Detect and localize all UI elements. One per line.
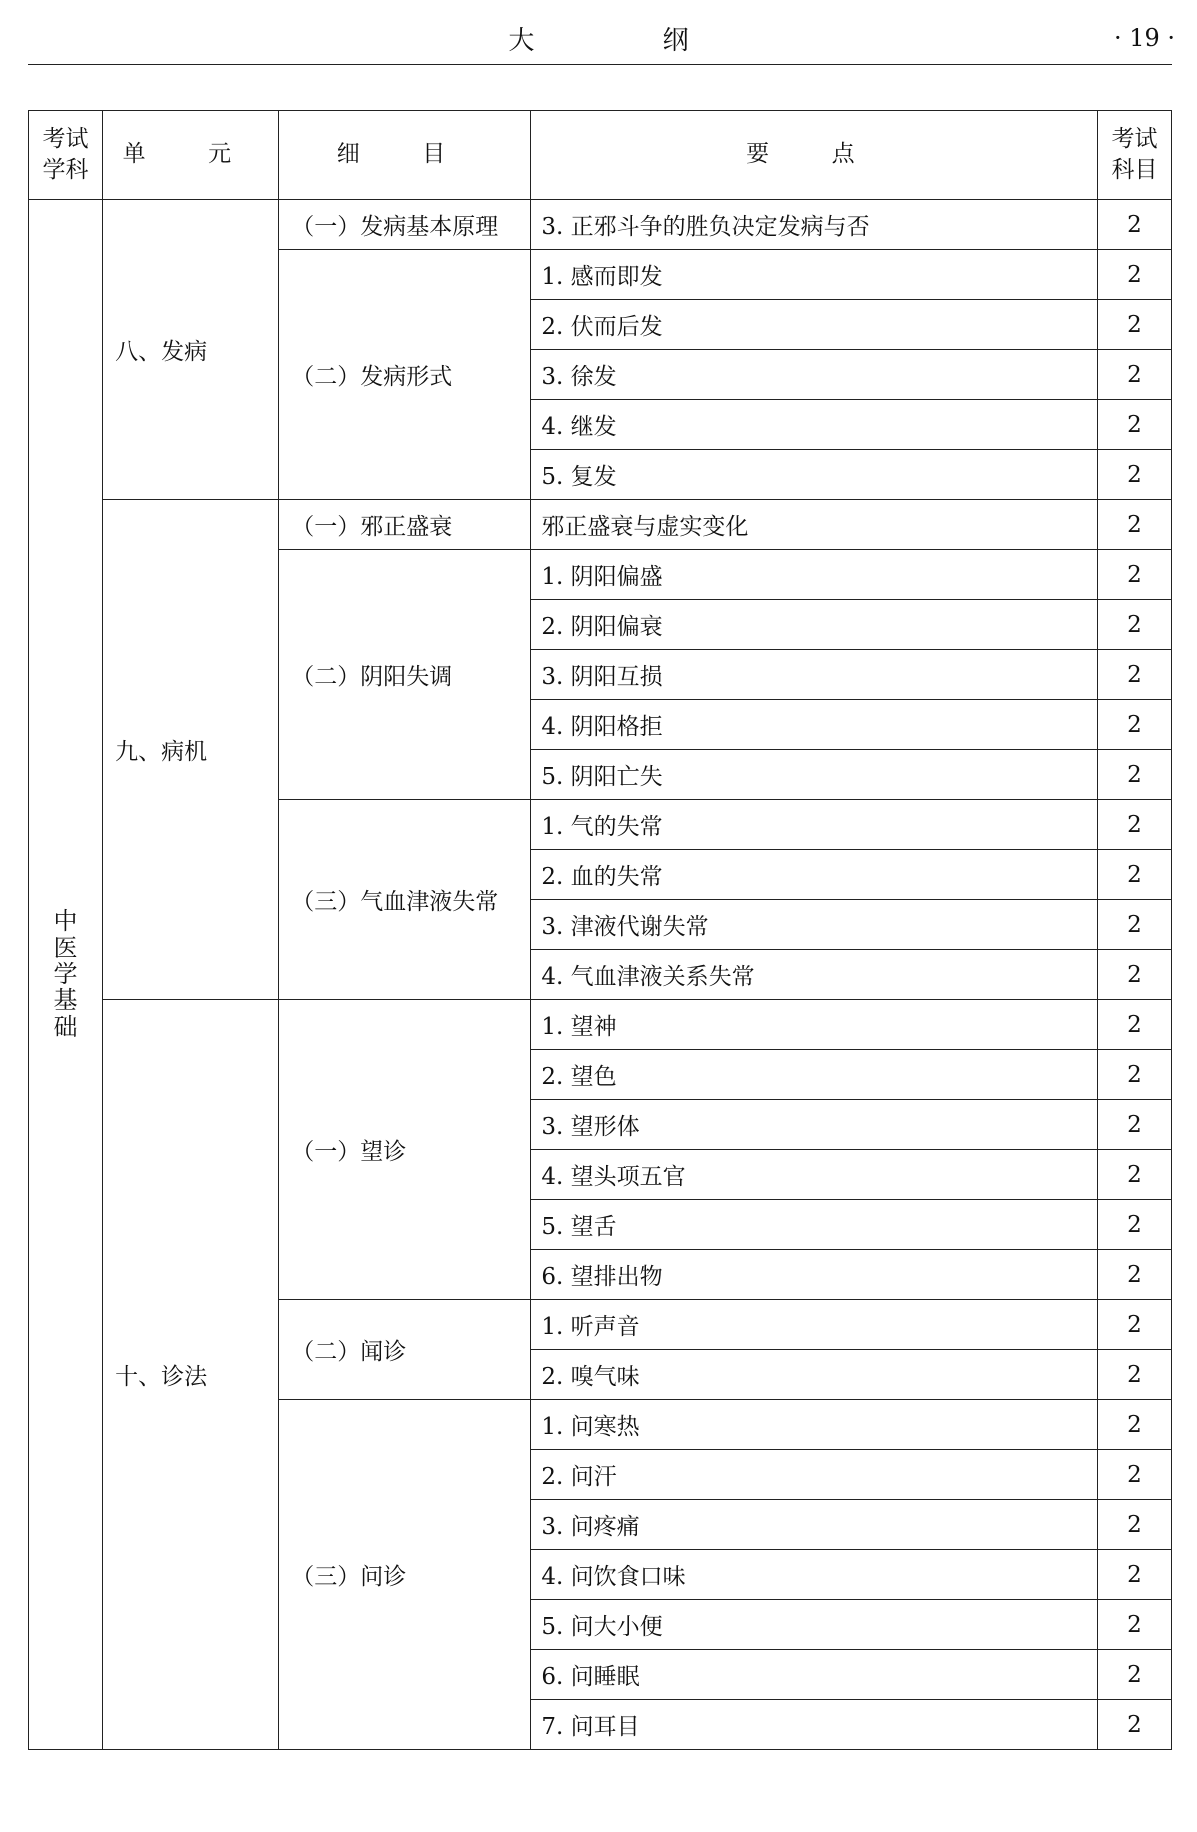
syllabus-table [28,110,1172,1750]
count-cell: 2 [1097,1650,1171,1700]
count-cell: 2 [1097,1250,1171,1300]
count-cell: 2 [1097,1000,1171,1050]
count-cell: 2 [1097,1300,1171,1350]
point-cell: 4. 阴阳格拒 [531,700,1097,750]
count-cell: 2 [1097,1150,1171,1200]
count-cell: 2 [1097,950,1171,1000]
column-header-unit: 单 元 [103,111,279,200]
point-cell: 2. 望色 [531,1050,1097,1100]
count-cell: 2 [1097,500,1171,550]
point-cell: 1. 感而即发 [531,250,1097,300]
point-cell: 3. 阴阳互损 [531,650,1097,700]
point-cell: 1. 气的失常 [531,800,1097,850]
count-cell: 2 [1097,1700,1171,1750]
point-cell: 3. 徐发 [531,350,1097,400]
count-cell: 2 [1097,800,1171,850]
count-cell: 2 [1097,900,1171,950]
count-cell: 2 [1097,700,1171,750]
count-cell: 2 [1097,1400,1171,1450]
point-cell: 5. 问大小便 [531,1600,1097,1650]
unit-cell: 九、病机 [103,500,279,1000]
point-cell: 1. 望神 [531,1000,1097,1050]
table-row [29,200,1172,250]
detail-cell: （一）发病基本原理 [279,200,531,250]
point-cell: 4. 问饮食口味 [531,1550,1097,1600]
count-cell: 2 [1097,300,1171,350]
count-cell: 2 [1097,400,1171,450]
point-cell: 4. 继发 [531,400,1097,450]
point-cell: 7. 问耳目 [531,1700,1097,1750]
unit-cell: 八、发病 [103,200,279,500]
table-row [29,500,1172,550]
subject-cell [29,200,103,1750]
point-cell: 6. 问睡眠 [531,1650,1097,1700]
point-cell: 3. 津液代谢失常 [531,900,1097,950]
table-row [29,1000,1172,1050]
column-header-count: 考试 科目 [1097,111,1171,200]
count-cell: 2 [1097,1200,1171,1250]
count-cell: 2 [1097,350,1171,400]
page-header-title: 大 纲 [508,26,749,56]
point-cell: 邪正盛衰与虚实变化 [531,500,1097,550]
detail-cell: （三）气血津液失常 [279,800,531,1000]
detail-cell: （一）邪正盛衰 [279,500,531,550]
count-cell: 2 [1097,550,1171,600]
point-cell: 1. 听声音 [531,1300,1097,1350]
page-number: · 19 · [1113,24,1175,52]
count-cell: 2 [1097,850,1171,900]
count-cell: 2 [1097,750,1171,800]
point-cell: 3. 问疼痛 [531,1500,1097,1550]
point-cell: 1. 问寒热 [531,1400,1097,1450]
count-cell: 2 [1097,1450,1171,1500]
detail-cell: （二）发病形式 [279,250,531,500]
table-body [29,200,1172,1750]
count-cell: 2 [1097,1550,1171,1600]
point-cell: 2. 问汗 [531,1450,1097,1500]
point-cell: 1. 阴阳偏盛 [531,550,1097,600]
column-header-subject: 考试 学科 [29,111,103,200]
point-cell: 5. 望舌 [531,1200,1097,1250]
count-cell: 2 [1097,450,1171,500]
point-cell: 2. 血的失常 [531,850,1097,900]
unit-cell: 十、诊法 [103,1000,279,1750]
count-cell: 2 [1097,650,1171,700]
header-divider [28,64,1172,65]
point-cell: 3. 望形体 [531,1100,1097,1150]
point-cell: 5. 复发 [531,450,1097,500]
subject-label: 中医学基础 [53,907,78,1041]
count-cell: 2 [1097,600,1171,650]
column-header-point: 要 点 [531,111,1097,200]
point-cell: 2. 伏而后发 [531,300,1097,350]
count-cell: 2 [1097,200,1171,250]
detail-cell: （二）阴阳失调 [279,550,531,800]
detail-cell: （二）闻诊 [279,1300,531,1400]
point-cell: 2. 阴阳偏衰 [531,600,1097,650]
point-cell: 3. 正邪斗争的胜负决定发病与否 [531,200,1097,250]
detail-cell: （三）问诊 [279,1400,531,1750]
point-cell: 4. 气血津液关系失常 [531,950,1097,1000]
table-header-row [29,111,1172,200]
count-cell: 2 [1097,1600,1171,1650]
detail-cell: （一）望诊 [279,1000,531,1300]
count-cell: 2 [1097,1050,1171,1100]
point-cell: 5. 阴阳亡失 [531,750,1097,800]
count-cell: 2 [1097,1350,1171,1400]
point-cell: 4. 望头项五官 [531,1150,1097,1200]
point-cell: 2. 嗅气味 [531,1350,1097,1400]
count-cell: 2 [1097,250,1171,300]
column-header-detail: 细 目 [279,111,531,200]
count-cell: 2 [1097,1500,1171,1550]
count-cell: 2 [1097,1100,1171,1150]
point-cell: 6. 望排出物 [531,1250,1097,1300]
